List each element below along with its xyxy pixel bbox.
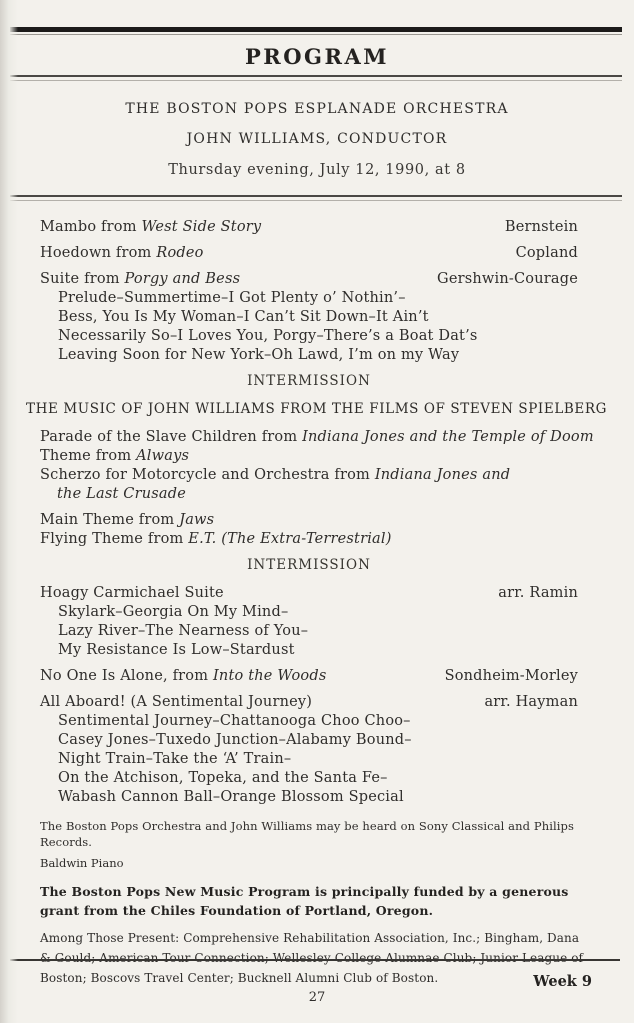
work-title-italic: Into the Woods [212, 668, 327, 684]
orchestra-name: THE BOSTON POPS ESPLANADE ORCHESTRA [125, 101, 509, 117]
work-title-text: Main Theme from [40, 512, 180, 528]
piece-title [40, 466, 510, 485]
concert-date: Thursday evening, July 12, 1990, at 8 [168, 162, 466, 178]
piece-title [40, 667, 326, 686]
piece-title [40, 584, 224, 603]
piece-composer: Sondheim-Morley [444, 668, 578, 684]
work-title-text: No One Is Alone, from [40, 668, 213, 684]
footer-rule [10, 959, 620, 961]
program-piece-row [40, 447, 578, 466]
top-rule [10, 27, 622, 35]
program-piece-row [40, 584, 578, 603]
work-title-italic: E.T. (The Extra-Terrestrial) [188, 531, 392, 547]
work-title-text: Hoagy Carmichael Suite [40, 585, 224, 601]
week-label: Week 9 [533, 973, 592, 990]
medley-group [58, 712, 578, 807]
piece-title [40, 218, 261, 237]
medley-line: Necessarily So–I Loves You, Porgy–There’s a Boat Dat’s [58, 328, 478, 344]
piece-composer: Gershwin-Courage [437, 271, 578, 287]
medley-line: Night Train–Take the ‘A’ Train– [58, 751, 292, 767]
top-thick-bar [10, 27, 622, 32]
work-title-italic: Always [136, 448, 190, 464]
piece-title [57, 485, 186, 504]
page-number: 27 [308, 990, 326, 1005]
funding-note: The Boston Pops New Music Program is principally funded by a generous grant from the Chiles Foundation of Portland, Oregon. [40, 884, 569, 918]
medley-line: Prelude–Summertime–I Got Plenty o’ Nothin’– [58, 290, 406, 306]
work-title-text: All Aboard! (A Sentimental Journey) [40, 694, 313, 710]
work-title-text: Flying Theme from [40, 531, 189, 547]
piece-title [40, 693, 312, 712]
page-title: PROGRAM [245, 44, 389, 69]
program-list [0, 201, 634, 807]
work-title-text: Theme from [40, 448, 137, 464]
intermission-label: INTERMISSION [247, 557, 371, 573]
piece-composer: Bernstein [504, 219, 578, 235]
work-title-italic: Porgy and Bess [124, 271, 241, 287]
piano-credit: Baldwin Piano [40, 856, 124, 870]
title-underline-rule [10, 75, 622, 81]
program-piece-row [40, 218, 578, 237]
program-piece-row [40, 244, 578, 263]
program-piece-row [40, 693, 578, 712]
section-heading: THE MUSIC OF JOHN WILLIAMS FROM THE FILMS OF STEVEN SPIELBERG [26, 401, 608, 417]
work-title-italic: Indiana Jones and the Temple of Doom [302, 429, 594, 445]
program-piece-row [40, 667, 578, 686]
intermission-label: INTERMISSION [247, 373, 371, 389]
program-piece-row [40, 270, 578, 289]
work-title-text: Mambo from [40, 219, 142, 235]
work-title-text: Scherzo for Motorcycle and Orchestra from [40, 467, 375, 483]
medley-line: My Resistance Is Low–Stardust [58, 642, 295, 658]
work-title-italic: the Last Crusade [57, 486, 187, 502]
medley-group [58, 603, 578, 660]
piece-title [40, 447, 189, 466]
work-title-text: Hoedown from [40, 245, 157, 261]
work-title-text: Suite from [40, 271, 125, 287]
piece-title [40, 270, 240, 289]
medley-line: Casey Jones–Tuxedo Junction–Alabamy Bound– [58, 732, 412, 748]
piece-composer: arr. Hayman [484, 694, 578, 710]
medley-line: On the Atchison, Topeka, and the Santa Fe– [58, 770, 388, 786]
conductor-name: JOHN WILLIAMS, CONDUCTOR [186, 131, 448, 147]
work-title-text: Parade of the Slave Children from [40, 429, 303, 445]
medley-line: Lazy River–The Nearness of You– [58, 623, 309, 639]
among-those-present-note: Among Those Present: Comprehensive Rehabilitation Association, Inc.; Bingham, Dana & Gould; American Tour Connection; Wellesley College Alumnae Club; Junior League of Boston; Boscovs Travel Center; Bucknell Alumni Club of Boston. [40, 931, 584, 985]
piece-composer: arr. Ramin [498, 585, 578, 601]
records-note: The Boston Pops Orchestra and John Williams may be heard on Sony Classical and Philips Records. [40, 819, 575, 849]
piece-title [40, 428, 594, 447]
piece-title [40, 511, 214, 530]
program-piece-row [40, 530, 578, 549]
work-title-italic: Jaws [179, 512, 215, 528]
work-title-italic: West Side Story [141, 219, 262, 235]
medley-line: Skylark–Georgia On My Mind– [58, 604, 289, 620]
top-hairline [10, 34, 622, 35]
piece-title [40, 244, 204, 263]
work-title-italic: Indiana Jones and [374, 467, 511, 483]
medley-line: Sentimental Journey–Chattanooga Choo Choo– [58, 713, 411, 729]
medley-line: Leaving Soon for New York–Oh Lawd, I’m on my Way [58, 347, 460, 363]
piece-composer: Copland [515, 245, 578, 261]
work-title-italic: Rodeo [156, 245, 204, 261]
medley-line: Wabash Cannon Ball–Orange Blossom Special [58, 789, 404, 805]
medley-line: Bess, You Is My Woman–I Can’t Sit Down–It Ain’t [58, 309, 429, 325]
medley-group [58, 289, 578, 365]
program-piece-continuation [57, 485, 578, 504]
program-piece-row [40, 466, 578, 485]
footer [40, 818, 600, 988]
piece-title [40, 530, 392, 549]
program-piece-row [40, 511, 578, 530]
program-piece-row [40, 428, 594, 447]
